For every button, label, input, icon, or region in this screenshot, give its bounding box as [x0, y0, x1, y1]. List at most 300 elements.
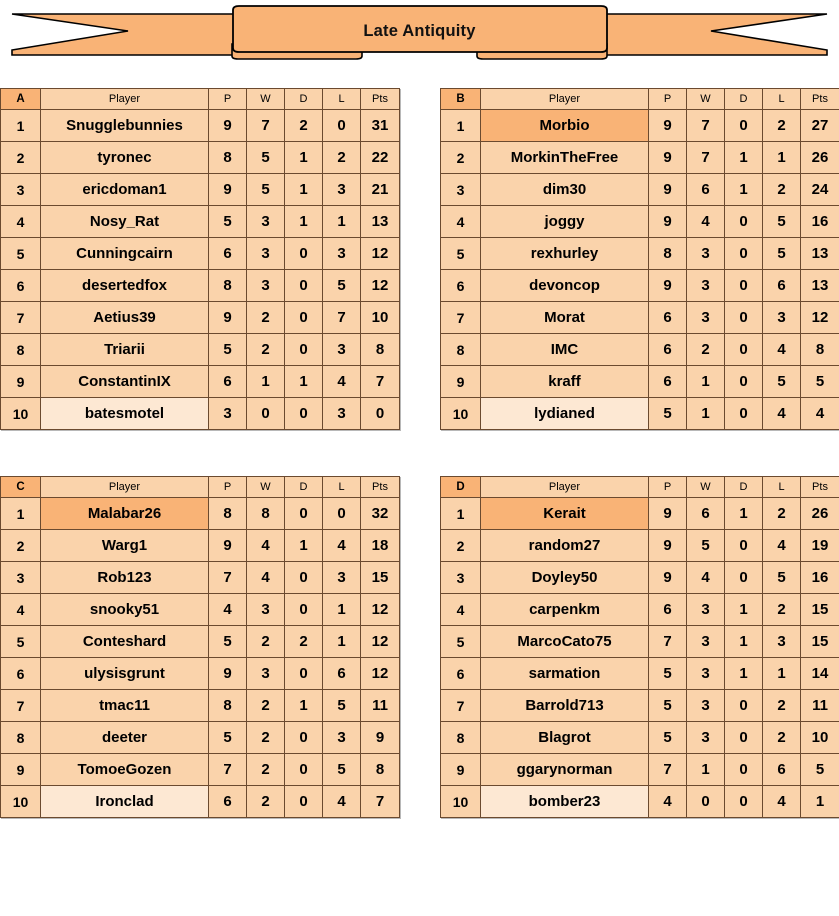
cell-lost: 5	[763, 238, 801, 270]
cell-won: 3	[687, 594, 725, 626]
column-header-played[interactable]: P	[649, 477, 687, 498]
table-row[interactable]	[1, 722, 400, 754]
cell-position: 9	[441, 754, 481, 786]
cell-points: 7	[361, 786, 400, 818]
cell-player-name: Morbio	[481, 110, 649, 142]
cell-played: 9	[209, 110, 247, 142]
cell-points: 26	[801, 142, 839, 174]
table-row[interactable]	[441, 206, 839, 238]
cell-player-name: devoncop	[481, 270, 649, 302]
cell-drawn: 1	[285, 530, 323, 562]
cell-points: 12	[361, 270, 400, 302]
cell-player-name: joggy	[481, 206, 649, 238]
cell-player-name: bomber23	[481, 786, 649, 818]
cell-drawn: 1	[725, 498, 763, 530]
cell-position: 10	[1, 786, 41, 818]
cell-won: 3	[687, 626, 725, 658]
cell-lost: 2	[763, 174, 801, 206]
table-row[interactable]	[1, 398, 400, 430]
cell-played: 9	[649, 562, 687, 594]
cell-played: 9	[209, 530, 247, 562]
column-header-player[interactable]: Player	[481, 477, 649, 498]
cell-lost: 3	[323, 174, 361, 206]
cell-points: 15	[801, 594, 839, 626]
cell-position: 8	[1, 334, 41, 366]
column-header-drawn[interactable]: D	[285, 477, 323, 498]
cell-won: 5	[687, 530, 725, 562]
cell-drawn: 0	[285, 722, 323, 754]
table-row[interactable]	[1, 334, 400, 366]
column-header-lost[interactable]: L	[323, 89, 361, 110]
table-row[interactable]	[1, 498, 400, 530]
cell-position: 5	[441, 238, 481, 270]
table-row[interactable]	[1, 786, 400, 818]
cell-player-name: Morat	[481, 302, 649, 334]
table-row[interactable]	[441, 110, 839, 142]
group-table-B	[440, 88, 839, 430]
banner-ribbon-graphic	[0, 0, 839, 72]
column-header-drawn[interactable]: D	[285, 89, 323, 110]
cell-drawn: 1	[285, 142, 323, 174]
cell-lost: 1	[763, 142, 801, 174]
cell-drawn: 0	[285, 398, 323, 430]
cell-points: 12	[361, 594, 400, 626]
cell-position: 2	[1, 142, 41, 174]
table-row[interactable]	[441, 366, 839, 398]
cell-drawn: 1	[285, 174, 323, 206]
table-row[interactable]	[441, 334, 839, 366]
cell-points: 10	[361, 302, 400, 334]
cell-lost: 4	[323, 530, 361, 562]
cell-position: 3	[1, 174, 41, 206]
cell-drawn: 0	[725, 722, 763, 754]
cell-position: 9	[1, 366, 41, 398]
cell-player-name: tmac11	[41, 690, 209, 722]
cell-played: 5	[209, 334, 247, 366]
cell-position: 5	[1, 238, 41, 270]
cell-won: 1	[687, 754, 725, 786]
column-header-player[interactable]: Player	[41, 477, 209, 498]
cell-player-name: Conteshard	[41, 626, 209, 658]
cell-lost: 1	[323, 626, 361, 658]
tables-row-top	[0, 88, 839, 430]
cell-played: 4	[649, 786, 687, 818]
cell-drawn: 0	[725, 270, 763, 302]
group-label-D: D	[441, 477, 481, 498]
cell-player-name: Blagrot	[481, 722, 649, 754]
cell-lost: 1	[323, 206, 361, 238]
cell-won: 2	[247, 722, 285, 754]
table-row[interactable]	[1, 626, 400, 658]
cell-won: 3	[247, 270, 285, 302]
cell-drawn: 0	[725, 690, 763, 722]
table-row[interactable]	[1, 206, 400, 238]
cell-played: 9	[209, 174, 247, 206]
column-header-player[interactable]: Player	[41, 89, 209, 110]
cell-position: 8	[1, 722, 41, 754]
cell-played: 9	[649, 270, 687, 302]
cell-played: 9	[649, 206, 687, 238]
cell-lost: 2	[763, 594, 801, 626]
cell-won: 5	[247, 174, 285, 206]
table-row[interactable]	[1, 238, 400, 270]
cell-position: 6	[1, 658, 41, 690]
cell-points: 0	[361, 398, 400, 430]
cell-points: 24	[801, 174, 839, 206]
cell-won: 6	[687, 174, 725, 206]
column-header-lost[interactable]: L	[763, 89, 801, 110]
cell-drawn: 1	[725, 658, 763, 690]
cell-points: 12	[361, 238, 400, 270]
cell-player-name: Cunningcairn	[41, 238, 209, 270]
cell-played: 9	[209, 658, 247, 690]
cell-points: 16	[801, 562, 839, 594]
table-header-row	[1, 477, 400, 498]
table-row[interactable]	[441, 398, 839, 430]
column-header-lost[interactable]: L	[763, 477, 801, 498]
cell-position: 7	[441, 690, 481, 722]
cell-won: 2	[247, 690, 285, 722]
cell-position: 7	[441, 302, 481, 334]
table-row[interactable]	[1, 366, 400, 398]
cell-player-name: Snugglebunnies	[41, 110, 209, 142]
cell-points: 5	[801, 754, 839, 786]
cell-won: 3	[687, 238, 725, 270]
cell-points: 1	[801, 786, 839, 818]
column-header-points[interactable]: Pts	[361, 89, 400, 110]
cell-points: 14	[801, 658, 839, 690]
cell-player-name: TomoeGozen	[41, 754, 209, 786]
column-header-won[interactable]: W	[687, 477, 725, 498]
column-header-played[interactable]: P	[209, 477, 247, 498]
cell-player-name: Warg1	[41, 530, 209, 562]
cell-played: 6	[209, 366, 247, 398]
table-row[interactable]	[1, 562, 400, 594]
cell-points: 15	[361, 562, 400, 594]
table-row[interactable]	[441, 754, 839, 786]
cell-won: 2	[247, 302, 285, 334]
table-row[interactable]	[1, 594, 400, 626]
cell-won: 3	[247, 238, 285, 270]
cell-player-name: Malabar26	[41, 498, 209, 530]
cell-position: 3	[441, 562, 481, 594]
cell-position: 2	[441, 530, 481, 562]
cell-position: 3	[441, 174, 481, 206]
cell-won: 0	[687, 786, 725, 818]
cell-won: 7	[687, 142, 725, 174]
cell-player-name: Kerait	[481, 498, 649, 530]
cell-played: 5	[209, 206, 247, 238]
cell-played: 7	[649, 626, 687, 658]
cell-player-name: deeter	[41, 722, 209, 754]
cell-position: 6	[441, 270, 481, 302]
cell-player-name: carpenkm	[481, 594, 649, 626]
table-row[interactable]	[441, 722, 839, 754]
cell-position: 5	[1, 626, 41, 658]
cell-played: 9	[209, 302, 247, 334]
table-row[interactable]	[1, 754, 400, 786]
cell-position: 4	[441, 594, 481, 626]
cell-lost: 5	[763, 206, 801, 238]
cell-points: 13	[801, 238, 839, 270]
cell-played: 8	[209, 498, 247, 530]
cell-drawn: 0	[285, 302, 323, 334]
cell-played: 9	[649, 142, 687, 174]
cell-played: 4	[209, 594, 247, 626]
cell-lost: 2	[763, 110, 801, 142]
group-table-A-holder	[0, 88, 399, 430]
cell-position: 8	[441, 334, 481, 366]
cell-won: 3	[687, 690, 725, 722]
cell-player-name: Triarii	[41, 334, 209, 366]
table-row[interactable]	[1, 658, 400, 690]
table-row[interactable]	[1, 110, 400, 142]
cell-position: 5	[441, 626, 481, 658]
table-row[interactable]	[441, 174, 839, 206]
cell-played: 6	[649, 302, 687, 334]
cell-drawn: 2	[285, 110, 323, 142]
cell-drawn: 0	[725, 302, 763, 334]
cell-played: 5	[649, 398, 687, 430]
cell-lost: 3	[323, 238, 361, 270]
table-row[interactable]	[1, 270, 400, 302]
cell-points: 11	[801, 690, 839, 722]
cell-points: 9	[361, 722, 400, 754]
table-row[interactable]	[441, 786, 839, 818]
cell-player-name: MarcoCato75	[481, 626, 649, 658]
cell-position: 10	[441, 398, 481, 430]
cell-played: 8	[209, 142, 247, 174]
cell-player-name: ericdoman1	[41, 174, 209, 206]
cell-points: 8	[361, 754, 400, 786]
cell-points: 5	[801, 366, 839, 398]
cell-position: 9	[1, 754, 41, 786]
cell-won: 3	[247, 206, 285, 238]
column-header-won[interactable]: W	[247, 89, 285, 110]
cell-position: 10	[441, 786, 481, 818]
cell-played: 9	[649, 530, 687, 562]
cell-drawn: 0	[725, 562, 763, 594]
cell-drawn: 0	[725, 398, 763, 430]
table-row[interactable]	[441, 690, 839, 722]
cell-played: 6	[209, 238, 247, 270]
cell-drawn: 0	[285, 754, 323, 786]
cell-won: 2	[247, 334, 285, 366]
cell-lost: 0	[323, 498, 361, 530]
table-row[interactable]	[441, 658, 839, 690]
table-row[interactable]	[441, 626, 839, 658]
cell-lost: 6	[323, 658, 361, 690]
cell-position: 9	[441, 366, 481, 398]
cell-played: 7	[209, 754, 247, 786]
cell-lost: 5	[323, 690, 361, 722]
column-header-played[interactable]: P	[209, 89, 247, 110]
cell-player-name: Rob123	[41, 562, 209, 594]
cell-drawn: 0	[285, 334, 323, 366]
cell-drawn: 0	[285, 270, 323, 302]
cell-played: 6	[649, 366, 687, 398]
table-row[interactable]	[441, 530, 839, 562]
cell-lost: 4	[763, 398, 801, 430]
group-table-C-holder	[0, 476, 399, 818]
cell-won: 1	[247, 366, 285, 398]
table-row[interactable]	[441, 498, 839, 530]
cell-position: 7	[1, 302, 41, 334]
cell-player-name: kraff	[481, 366, 649, 398]
cell-lost: 1	[323, 594, 361, 626]
cell-position: 2	[441, 142, 481, 174]
cell-lost: 3	[323, 334, 361, 366]
cell-won: 4	[247, 562, 285, 594]
table-row[interactable]	[441, 594, 839, 626]
cell-played: 7	[209, 562, 247, 594]
cell-position: 1	[441, 110, 481, 142]
cell-won: 2	[687, 334, 725, 366]
cell-played: 9	[649, 110, 687, 142]
cell-points: 16	[801, 206, 839, 238]
column-header-points[interactable]: Pts	[801, 477, 839, 498]
cell-drawn: 1	[725, 174, 763, 206]
table-row[interactable]	[1, 174, 400, 206]
cell-points: 18	[361, 530, 400, 562]
table-row[interactable]	[441, 562, 839, 594]
cell-won: 2	[247, 626, 285, 658]
table-row[interactable]	[441, 238, 839, 270]
cell-won: 8	[247, 498, 285, 530]
cell-player-name: MorkinTheFree	[481, 142, 649, 174]
page-title: Late Antiquity	[363, 21, 476, 40]
cell-player-name: Barrold713	[481, 690, 649, 722]
cell-lost: 4	[763, 334, 801, 366]
column-header-points[interactable]: Pts	[801, 89, 839, 110]
column-header-points[interactable]: Pts	[361, 477, 400, 498]
table-row[interactable]	[1, 690, 400, 722]
cell-won: 3	[687, 302, 725, 334]
cell-player-name: IMC	[481, 334, 649, 366]
group-C-body	[1, 498, 400, 818]
cell-played: 9	[649, 174, 687, 206]
group-table-D-holder	[440, 476, 839, 818]
tables-row-bottom	[0, 476, 839, 818]
cell-won: 7	[687, 110, 725, 142]
cell-player-name: tyronec	[41, 142, 209, 174]
cell-drawn: 0	[725, 238, 763, 270]
group-B-body	[441, 110, 839, 430]
table-row[interactable]	[1, 530, 400, 562]
cell-lost: 3	[323, 562, 361, 594]
cell-lost: 0	[323, 110, 361, 142]
cell-position: 4	[1, 206, 41, 238]
cell-lost: 2	[763, 722, 801, 754]
cell-won: 4	[687, 206, 725, 238]
cell-points: 22	[361, 142, 400, 174]
cell-drawn: 0	[725, 334, 763, 366]
cell-points: 19	[801, 530, 839, 562]
cell-points: 21	[361, 174, 400, 206]
column-header-player[interactable]: Player	[481, 89, 649, 110]
cell-played: 3	[209, 398, 247, 430]
cell-played: 5	[649, 658, 687, 690]
column-header-played[interactable]: P	[649, 89, 687, 110]
column-header-drawn[interactable]: D	[725, 477, 763, 498]
cell-drawn: 0	[285, 658, 323, 690]
cell-player-name: dim30	[481, 174, 649, 206]
group-label-B: B	[441, 89, 481, 110]
table-row[interactable]	[441, 142, 839, 174]
cell-drawn: 0	[725, 786, 763, 818]
cell-drawn: 0	[285, 562, 323, 594]
table-row[interactable]	[441, 302, 839, 334]
cell-lost: 2	[763, 690, 801, 722]
cell-drawn: 0	[725, 530, 763, 562]
cell-played: 5	[649, 722, 687, 754]
cell-points: 8	[801, 334, 839, 366]
cell-played: 8	[649, 238, 687, 270]
cell-drawn: 0	[285, 498, 323, 530]
table-header-row	[441, 477, 839, 498]
group-A-body	[1, 110, 400, 430]
cell-played: 6	[209, 786, 247, 818]
cell-points: 27	[801, 110, 839, 142]
cell-points: 8	[361, 334, 400, 366]
title-banner	[0, 0, 839, 72]
cell-lost: 4	[763, 530, 801, 562]
table-row[interactable]	[1, 142, 400, 174]
cell-played: 8	[209, 270, 247, 302]
cell-points: 4	[801, 398, 839, 430]
column-header-lost[interactable]: L	[323, 477, 361, 498]
column-header-won[interactable]: W	[687, 89, 725, 110]
cell-lost: 4	[763, 786, 801, 818]
group-D-body	[441, 498, 839, 818]
table-row[interactable]	[441, 270, 839, 302]
group-table-A	[0, 88, 400, 430]
cell-played: 7	[649, 754, 687, 786]
cell-played: 9	[649, 498, 687, 530]
cell-player-name: batesmotel	[41, 398, 209, 430]
cell-drawn: 1	[285, 690, 323, 722]
cell-points: 12	[361, 626, 400, 658]
cell-won: 7	[247, 110, 285, 142]
cell-drawn: 1	[285, 206, 323, 238]
cell-drawn: 2	[285, 626, 323, 658]
cell-won: 3	[687, 270, 725, 302]
cell-drawn: 0	[725, 206, 763, 238]
column-header-drawn[interactable]: D	[725, 89, 763, 110]
cell-drawn: 0	[725, 366, 763, 398]
cell-drawn: 1	[725, 142, 763, 174]
group-table-C	[0, 476, 400, 818]
cell-played: 6	[649, 594, 687, 626]
cell-player-name: lydianed	[481, 398, 649, 430]
cell-player-name: ConstantinIX	[41, 366, 209, 398]
table-row[interactable]	[1, 302, 400, 334]
cell-player-name: Nosy_Rat	[41, 206, 209, 238]
cell-won: 3	[687, 658, 725, 690]
cell-points: 10	[801, 722, 839, 754]
cell-drawn: 0	[725, 754, 763, 786]
league-tables-grid	[0, 88, 839, 818]
column-header-won[interactable]: W	[247, 477, 285, 498]
cell-drawn: 0	[285, 786, 323, 818]
ribbon-center-plaque	[233, 6, 607, 52]
cell-player-name: Doyley50	[481, 562, 649, 594]
cell-drawn: 0	[725, 110, 763, 142]
cell-lost: 3	[763, 302, 801, 334]
group-table-D	[440, 476, 839, 818]
cell-points: 11	[361, 690, 400, 722]
cell-player-name: ulysisgrunt	[41, 658, 209, 690]
